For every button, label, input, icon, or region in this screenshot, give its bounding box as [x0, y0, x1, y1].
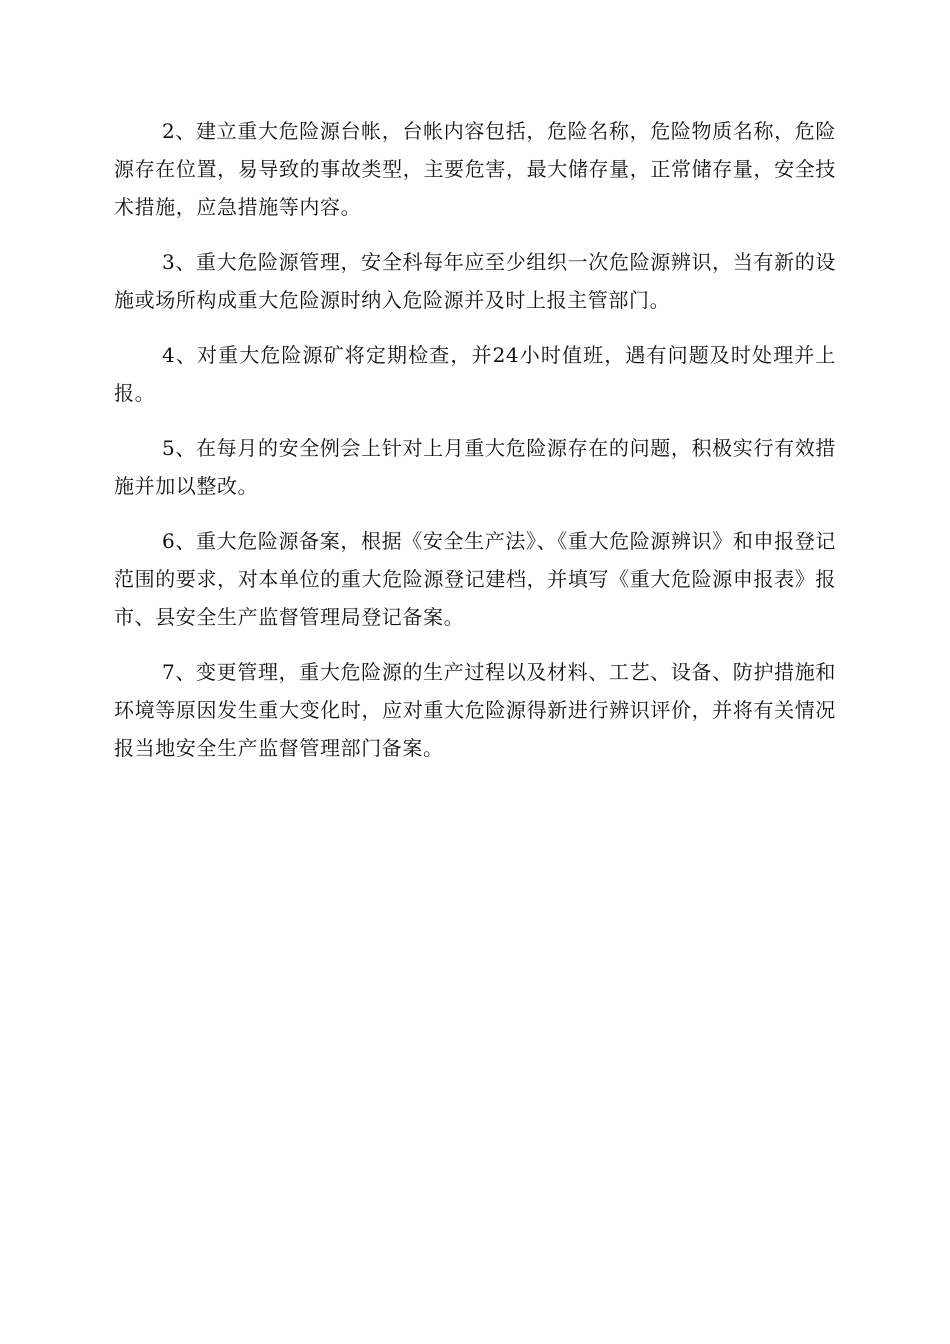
- paragraph-item-3: 3、重大危险源管理，安全科每年应至少组织一次危险源辨识，当有新的设施或场所构成重大危险源时纳入危险源并及时上报主管部门。: [114, 250, 836, 312]
- paragraph-item-5: 5、在每月的安全例会上针对上月重大危险源存在的问题，积极实行有效措施并加以整改。: [114, 436, 836, 498]
- paragraph-item-4: 4、对重大危险源矿将定期检查，并24小时值班，遇有问题及时处理并上报。: [114, 343, 836, 405]
- paragraph-item-6: 6、重大危险源备案，根据《安全生产法》、《重大危险源辨识》和申报登记范围的要求，对本单位的重大危险源登记建档，并填写《重大危险源申报表》报市、县安全生产监督管理局登记备案。: [114, 529, 836, 629]
- paragraph-item-2: 2、建立重大危险源台帐，台帐内容包括，危险名称，危险物质名称，危险源存在位置，易导致的事故类型，主要危害，最大储存量，正常储存量，安全技术措施，应急措施等内容。: [114, 119, 836, 219]
- paragraph-item-7: 7、变更管理，重大危险源的生产过程以及材料、工艺、设备、防护措施和环境等原因发生重大变化时，应对重大危险源得新进行辨识评价，并将有关情况报当地安全生产监督管理部门备案。: [114, 660, 836, 760]
- document-body: [114, 112, 836, 784]
